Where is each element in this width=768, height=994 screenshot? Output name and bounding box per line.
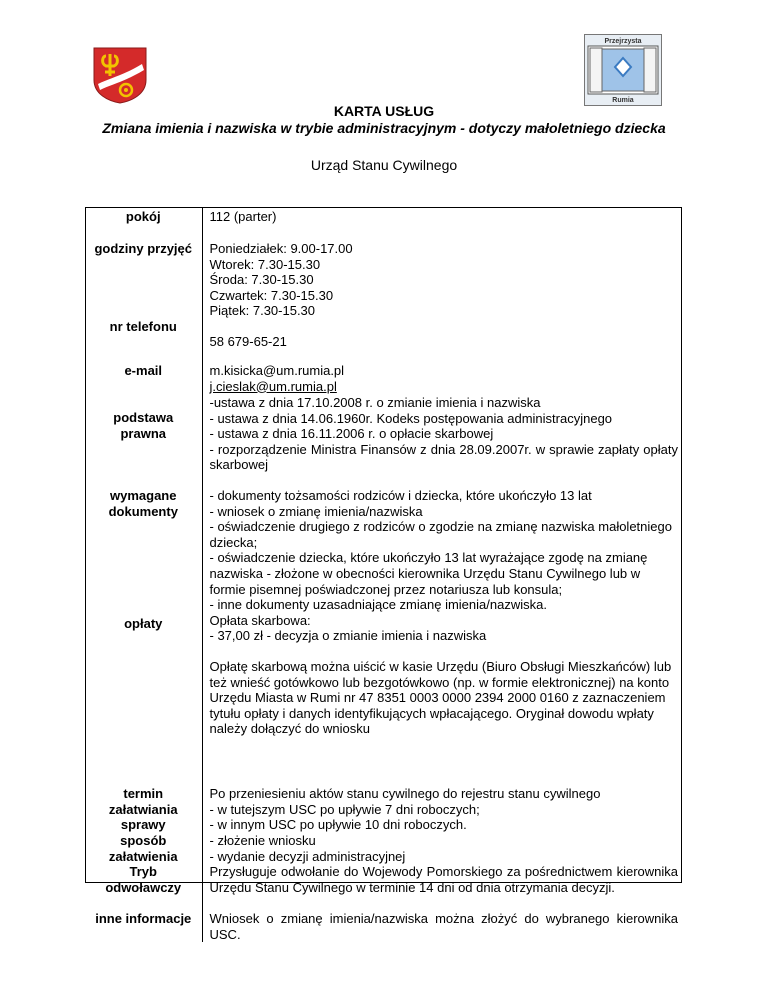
phone-value: 58 679-65-21 xyxy=(209,333,287,349)
fee-amount: - 37,00 zł - decyzja o zmianie imienia i nazwiska xyxy=(209,628,487,644)
legal-line: - ustawa z dnia 14.06.1960r. Kodeks postępowania administracyjnego xyxy=(209,410,613,426)
label-deadline-2: załatwiania xyxy=(108,801,178,817)
page-title: KARTA USŁUG xyxy=(333,103,435,119)
deadline-line: - w innym USC po upływie 10 dni roboczych. xyxy=(209,817,467,833)
hours-monday: Poniedziałek: 9.00-17.00 xyxy=(209,241,353,256)
label-documents-2: dokumenty xyxy=(108,503,178,519)
document-item: - inne dokumenty uzasadniające zmianę imienia/nazwiska. xyxy=(209,597,547,613)
hours-wednesday: Środa: 7.30-15.30 xyxy=(209,272,314,288)
deadline-line: Po przeniesieniu aktów stanu cywilnego do rejestru stanu cywilnego xyxy=(209,786,601,801)
header xyxy=(0,103,768,173)
row-legal-basis xyxy=(85,395,683,488)
row-appeal xyxy=(85,864,683,911)
row-documents xyxy=(85,488,683,786)
office-name: Urząd Stanu Cywilnego xyxy=(310,157,458,173)
label-email: e-mail xyxy=(124,363,163,378)
label-method-1: sposób xyxy=(120,833,167,848)
email-kisicka: m.kisicka@um.rumia.pl xyxy=(209,363,345,378)
hours-friday: Piątek: 7.30-15.30 xyxy=(209,303,316,319)
legal-line: - rozporządzenie Ministra Finansów z dnia 28.09.2007r. w sprawie zapłaty opłaty skarbowej xyxy=(209,441,678,473)
przejrzysta-rumia-badge xyxy=(584,34,662,106)
legal-line: - ustawa z dnia 16.11.2006 r. o opłacie skarbowej xyxy=(209,426,494,442)
service-card-table xyxy=(85,207,683,942)
hours-thursday: Czwartek: 7.30-15.30 xyxy=(209,287,334,303)
label-hours: godziny przyjęć xyxy=(94,241,193,256)
label-fees: opłaty xyxy=(124,616,163,632)
label-other-info: inne informacje xyxy=(95,911,192,927)
deadline-line: - w tutejszym USC po upływie 7 dni roboczych; xyxy=(209,801,480,817)
page-subtitle: Zmiana imienia i nazwiska w trybie administracyjnym - dotyczy małoletniego dziecka xyxy=(102,120,666,136)
hours-tuesday: Wtorek: 7.30-15.30 xyxy=(209,256,321,272)
document-item: - dokumenty tożsamości rodziców i dziecka, które ukończyło 13 lat xyxy=(209,488,592,503)
row-method xyxy=(85,833,683,864)
label-method-2: załatwienia xyxy=(108,848,178,864)
label-room: pokój xyxy=(125,209,161,224)
label-appeal-2: odwoławczy xyxy=(105,879,182,895)
document-item: - wniosek o zmianę imienia/nazwiska xyxy=(209,503,423,519)
legal-line: -ustawa z dnia 17.10.2008 r. o zmianie imienia i nazwiska xyxy=(209,395,541,410)
svg-text:Rumia: Rumia xyxy=(612,97,634,104)
svg-text:Przejrzysta: Przejrzysta xyxy=(604,38,642,45)
row-hours xyxy=(85,241,683,363)
method-line: - wydanie decyzji administracyjnej xyxy=(209,848,406,864)
method-line: - złożenie wniosku xyxy=(209,833,316,848)
label-legal-1: podstawa xyxy=(113,410,174,425)
document-item: - oświadczenie drugiego z rodziców o zgodzie na zmianę nazwiska małoletniego dziecka; xyxy=(209,519,672,550)
fee-payment-info: Opłatę skarbową można uiścić w kasie Urzędu (Biuro Obsługi Mieszkańców) lub też wnieść gotówkowo lub bezgotówkowo (np. w formie elektronicznej) na konto Urzędu Miasta w Rumi nr 47 8351 0003 0000 2394 2000 0160 z zaznaczeniem tytułu opłaty i danych identyfikujących wpłacającego. Oryginał dowodu wpłaty należy dołączyć do wniosku xyxy=(209,658,672,737)
label-deadline-1: termin xyxy=(123,786,164,801)
label-phone: nr telefonu xyxy=(109,318,177,334)
email-cieslak-link[interactable]: j.cieslak@um.rumia.pl xyxy=(209,378,337,394)
row-other-info xyxy=(85,911,683,942)
row-room xyxy=(85,207,683,241)
fee-heading: Opłata skarbowa: xyxy=(209,612,311,628)
document-item: - oświadczenie dziecka, które ukończyło 13 lat wyrażające zgodę na zmianę nazwiska - złożone w obecności kierownika Urzędu Stanu Cywilnego lub w formie pisemnej poświadczonej przez notariusza lub konsula; xyxy=(209,550,648,597)
label-legal-2: prawna xyxy=(120,425,166,441)
other-info-value: Wniosek o zmianę imienia/nazwiska można złożyć do wybranego kierownika USC. xyxy=(209,911,678,942)
label-deadline-3: sprawy xyxy=(120,817,166,833)
coat-of-arms-logo xyxy=(92,46,148,104)
row-deadline xyxy=(85,786,683,833)
row-email xyxy=(85,363,683,395)
appeal-value: Przysługuje odwołanie do Wojewody Pomorskiego za pośrednictwem kierownika Urzędu Stanu Cywilnego w terminie 14 dni od dnia otrzymania decyzji. xyxy=(209,864,678,895)
label-appeal-1: Tryb xyxy=(129,864,157,880)
label-documents-1: wymagane xyxy=(110,488,177,503)
room-value: 112 (parter) xyxy=(209,209,277,224)
